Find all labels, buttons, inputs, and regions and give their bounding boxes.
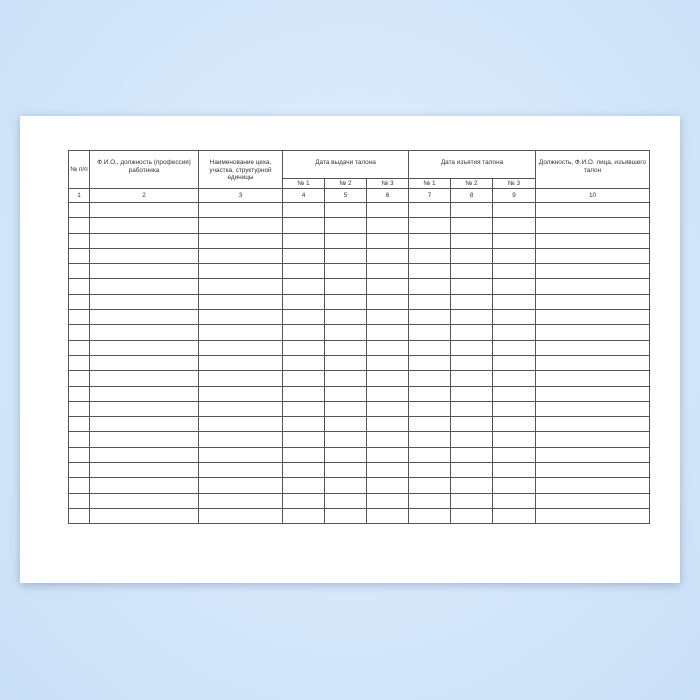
table-cell [90,463,199,478]
table-cell [451,386,493,401]
table-cell [493,432,536,447]
table-cell [367,233,409,248]
table-cell [199,447,283,462]
table-cell [69,371,90,386]
table-row [69,463,650,478]
header-withdraw-no2: № 2 [451,179,493,189]
table-cell [90,279,199,294]
table-cell [493,203,536,218]
column-number: 7 [409,189,451,203]
table-cell [493,310,536,325]
table-cell [199,294,283,309]
table-cell [90,417,199,432]
table-cell [536,371,650,386]
header-issue-no2: № 2 [325,179,367,189]
table-cell [451,310,493,325]
table-cell [451,218,493,233]
table-cell [367,355,409,370]
table-cell [199,325,283,340]
table-cell [409,401,451,416]
table-cell [199,355,283,370]
table-cell [493,447,536,462]
table-cell [536,248,650,263]
table-cell [199,417,283,432]
table-cell [367,203,409,218]
table-cell [451,447,493,462]
table-cell [283,355,325,370]
table-cell [493,401,536,416]
table-cell [69,508,90,523]
table-cell [90,478,199,493]
table-cell [536,386,650,401]
table-cell [451,493,493,508]
table-cell [536,340,650,355]
table-cell [367,478,409,493]
table-cell [451,279,493,294]
table-cell [536,294,650,309]
table-cell [451,248,493,263]
table-cell [90,340,199,355]
table-row [69,447,650,462]
table-cell [69,279,90,294]
header-withdraw-no1: № 1 [409,179,451,189]
table-cell [451,508,493,523]
table-cell [325,463,367,478]
table-cell [325,325,367,340]
table-cell [283,279,325,294]
column-number: 9 [493,189,536,203]
table-cell [409,248,451,263]
table-cell [199,340,283,355]
table-cell [325,248,367,263]
table-row [69,203,650,218]
table-cell [325,355,367,370]
table-cell [69,432,90,447]
table-cell [90,248,199,263]
table-cell [493,386,536,401]
table-cell [199,401,283,416]
table-cell [536,203,650,218]
table-cell [409,218,451,233]
table-cell [409,463,451,478]
table-cell [283,447,325,462]
table-cell [199,432,283,447]
table-cell [493,508,536,523]
table-row [69,279,650,294]
header-row-number: № п/п [69,151,90,189]
table-cell [493,371,536,386]
table-row [69,493,650,508]
table-cell [409,447,451,462]
table-cell [451,417,493,432]
table-cell [367,325,409,340]
table-cell [90,386,199,401]
table-cell [69,447,90,462]
column-number-row [69,189,650,203]
table-cell [367,310,409,325]
table-row [69,417,650,432]
column-number: 1 [69,189,90,203]
table-cell [493,279,536,294]
table-cell [90,233,199,248]
table-cell [90,371,199,386]
table-cell [283,340,325,355]
table-cell [283,294,325,309]
table-row [69,264,650,279]
table-cell [493,417,536,432]
table-cell [536,508,650,523]
table-cell [283,218,325,233]
header-issue-no1: № 1 [283,179,325,189]
table-cell [283,386,325,401]
table-cell [199,493,283,508]
table-cell [367,417,409,432]
table-cell [325,233,367,248]
table-cell [367,493,409,508]
table-cell [493,355,536,370]
table-cell [69,493,90,508]
table-cell [199,463,283,478]
table-cell [493,248,536,263]
table-cell [409,478,451,493]
table-cell [69,386,90,401]
table-cell [325,264,367,279]
table-cell [536,233,650,248]
table-cell [90,447,199,462]
table-cell [325,371,367,386]
column-number: 10 [536,189,650,203]
table-cell [199,478,283,493]
table-cell [69,294,90,309]
table-cell [451,478,493,493]
table-cell [90,264,199,279]
table-cell [199,233,283,248]
table-cell [325,294,367,309]
table-cell [199,248,283,263]
table-cell [90,203,199,218]
table-cell [69,218,90,233]
table-cell [283,432,325,447]
table-cell [493,340,536,355]
table-cell [451,463,493,478]
table-cell [69,248,90,263]
table-cell [493,325,536,340]
table-cell [493,218,536,233]
table-cell [451,294,493,309]
table-cell [69,463,90,478]
table-cell [199,203,283,218]
table-cell [409,310,451,325]
table-cell [409,279,451,294]
table-row [69,401,650,416]
table-cell [536,417,650,432]
table-cell [536,432,650,447]
table-row [69,294,650,309]
table-cell [283,463,325,478]
table-cell [90,432,199,447]
column-number: 6 [367,189,409,203]
table-cell [283,478,325,493]
table-cell [325,310,367,325]
table-cell [69,340,90,355]
column-number: 5 [325,189,367,203]
table-cell [325,401,367,416]
table-cell [90,218,199,233]
table-cell [283,310,325,325]
table-row [69,432,650,447]
table-cell [69,233,90,248]
table-cell [325,447,367,462]
table-cell [69,401,90,416]
table-cell [493,463,536,478]
table-cell [90,401,199,416]
table-row [69,310,650,325]
table-cell [325,432,367,447]
table-cell [325,386,367,401]
table-cell [367,248,409,263]
table-cell [536,447,650,462]
table-cell [325,340,367,355]
table-cell [367,508,409,523]
table-cell [283,264,325,279]
table-cell [69,203,90,218]
table-cell [536,463,650,478]
header-withdraw-date: Дата изъятия талона [409,151,536,179]
table-cell [451,340,493,355]
table-cell [451,432,493,447]
table-cell [283,325,325,340]
table-cell [536,325,650,340]
table-cell [536,218,650,233]
table-row [69,340,650,355]
table-cell [367,264,409,279]
table-cell [409,325,451,340]
table-cell [90,508,199,523]
table-cell [409,340,451,355]
table-cell [451,233,493,248]
table-cell [90,310,199,325]
table-cell [283,508,325,523]
table-cell [199,218,283,233]
table-cell [69,478,90,493]
table-cell [493,264,536,279]
table-row [69,386,650,401]
table-cell [367,401,409,416]
table-row [69,355,650,370]
table-row [69,478,650,493]
table-cell [536,279,650,294]
table-cell [367,218,409,233]
table-cell [451,401,493,416]
table-cell [493,493,536,508]
table-cell [283,401,325,416]
table-cell [325,508,367,523]
table-cell [409,233,451,248]
table-cell [493,233,536,248]
table-cell [451,325,493,340]
table-cell [69,417,90,432]
table-cell [283,248,325,263]
form-sheet [20,116,680,583]
table-cell [367,447,409,462]
table-cell [367,463,409,478]
table-cell [69,310,90,325]
table-cell [409,493,451,508]
table-cell [90,355,199,370]
header-withdraw-no3: № 3 [493,179,536,189]
header-issue-date: Дата выдачи талона [283,151,409,179]
table-cell [199,386,283,401]
coupon-log-table [68,150,650,524]
table-cell [536,264,650,279]
table-cell [409,508,451,523]
header-withdrawer: Должность, Ф.И.О. лица, изъявшего талон [536,151,650,189]
table-cell [199,264,283,279]
table-cell [199,508,283,523]
table-cell [536,310,650,325]
table-row [69,508,650,523]
table-cell [536,478,650,493]
table-cell [367,386,409,401]
table-row [69,248,650,263]
table-cell [325,218,367,233]
column-number: 3 [199,189,283,203]
table-cell [409,386,451,401]
table-cell [409,432,451,447]
table-cell [536,355,650,370]
table-cell [409,371,451,386]
table-cell [283,493,325,508]
table-cell [409,264,451,279]
table-cell [409,203,451,218]
table-cell [367,294,409,309]
table-row [69,218,650,233]
table-cell [283,371,325,386]
table-cell [325,203,367,218]
table-cell [409,355,451,370]
table-cell [199,279,283,294]
table-cell [325,493,367,508]
table-cell [451,371,493,386]
table-cell [325,478,367,493]
table-row [69,233,650,248]
header-issue-no3: № 3 [367,179,409,189]
table-cell [451,355,493,370]
column-number: 8 [451,189,493,203]
table-cell [283,233,325,248]
table-cell [199,310,283,325]
table-cell [283,417,325,432]
table-cell [367,371,409,386]
table-cell [69,355,90,370]
column-number: 4 [283,189,325,203]
table-cell [451,203,493,218]
table-cell [90,325,199,340]
table-cell [69,264,90,279]
header-employee: Ф.И.О., должность (профессия) работника [90,151,199,189]
table-cell [409,417,451,432]
column-number: 2 [90,189,199,203]
table-cell [367,432,409,447]
table-cell [493,478,536,493]
table-cell [325,279,367,294]
table-cell [199,371,283,386]
table-cell [90,294,199,309]
table-cell [325,417,367,432]
table-cell [536,493,650,508]
table-cell [451,264,493,279]
table-cell [283,203,325,218]
table-row [69,325,650,340]
table-cell [409,294,451,309]
table-cell [69,325,90,340]
table-cell [367,340,409,355]
table-cell [536,401,650,416]
header-department: Наименование цеха, участка, структурной единицы [199,151,283,189]
table-cell [493,294,536,309]
table-cell [367,279,409,294]
table-cell [90,493,199,508]
table-row [69,371,650,386]
